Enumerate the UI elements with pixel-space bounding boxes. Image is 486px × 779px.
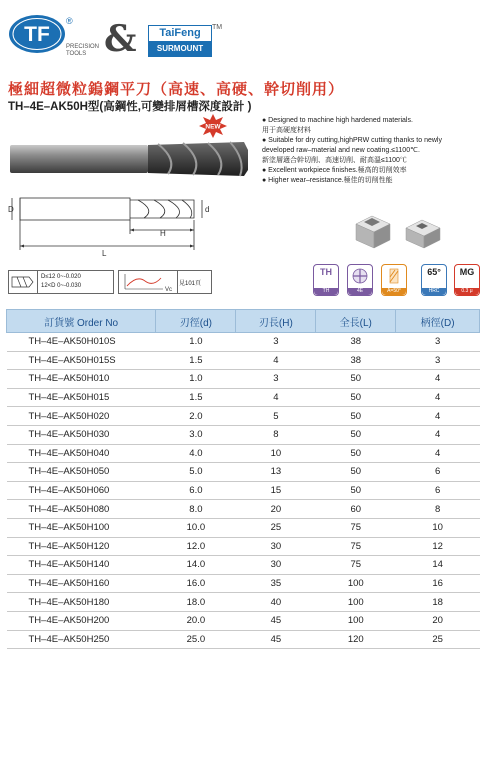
- order-no-cell: TH–4E–AK50H010: [7, 370, 156, 389]
- table-row: [7, 574, 480, 593]
- registered-mark: ®: [66, 16, 73, 26]
- order-no-cell: TH–4E–AK50H015: [7, 388, 156, 407]
- spec-value-cell: 38: [316, 351, 396, 370]
- table-row: [7, 556, 480, 575]
- spec-value-cell: 35: [236, 574, 316, 593]
- order-no-cell: TH–4E–AK50H100: [7, 518, 156, 537]
- slot-milling-icon: [402, 216, 444, 250]
- spec-value-cell: 40: [236, 593, 316, 612]
- spec-value-cell: 3: [236, 370, 316, 389]
- spec-value-cell: 6: [396, 463, 480, 482]
- hrc-spec-icon: 65° HRC: [421, 264, 447, 296]
- spec-value-cell: 3: [236, 333, 316, 352]
- spec-value-cell: 30: [236, 556, 316, 575]
- table-row: [7, 388, 480, 407]
- spec-value-cell: 3: [396, 333, 480, 352]
- spec-value-cell: 8.0: [156, 500, 236, 519]
- spec-value-cell: 13: [236, 463, 316, 482]
- spec-value-cell: 50: [316, 425, 396, 444]
- cutting-speed-reference: [118, 270, 212, 294]
- spec-value-cell: 4: [396, 407, 480, 426]
- order-no-cell: TH–4E–AK50H050: [7, 463, 156, 482]
- spec-value-cell: 8: [236, 425, 316, 444]
- order-no-cell: TH–4E–AK50H010S: [7, 333, 156, 352]
- tolerance-table: [8, 270, 114, 294]
- table-row: [7, 500, 480, 519]
- order-no-cell: TH–4E–AK50H080: [7, 500, 156, 519]
- col-shank-diameter: 柄徑(D): [396, 310, 480, 333]
- spec-value-cell: 1.5: [156, 351, 236, 370]
- spec-value-cell: 12: [396, 537, 480, 556]
- spec-value-cell: 10.0: [156, 518, 236, 537]
- order-no-cell: TH–4E–AK50H020: [7, 407, 156, 426]
- product-title-en: TH–4E–AK50H型(高鋼性,可變排屑槽深度設計 ): [8, 101, 252, 113]
- specification-table: [6, 309, 480, 649]
- spec-value-cell: 100: [316, 574, 396, 593]
- tf-logo: [8, 14, 66, 54]
- spec-value-cell: 30: [236, 537, 316, 556]
- spec-value-cell: 1.0: [156, 370, 236, 389]
- col-cutting-diameter: 刃徑(d): [156, 310, 236, 333]
- spec-value-cell: 15: [236, 481, 316, 500]
- spec-value-cell: 50: [316, 463, 396, 482]
- spec-value-cell: 4.0: [156, 444, 236, 463]
- table-row: [7, 444, 480, 463]
- table-row: [7, 407, 480, 426]
- spec-value-cell: 16.0: [156, 574, 236, 593]
- spec-value-cell: 50: [316, 370, 396, 389]
- spec-value-cell: 45: [236, 630, 316, 649]
- order-no-cell: TH–4E–AK50H030: [7, 425, 156, 444]
- tolerance-icon: [9, 271, 38, 293]
- helix-angle-spec-icon: A=50°: [381, 264, 407, 296]
- order-no-cell: TH–4E–AK50H060: [7, 481, 156, 500]
- tolerance-row: 12<D 0~-0.030: [41, 283, 82, 289]
- spec-value-cell: 38: [316, 333, 396, 352]
- feature-line: developed raw–material and new coating.≤1100℃.: [262, 147, 420, 154]
- cutting-speed-graph-icon: [119, 271, 178, 293]
- spec-value-cell: 5.0: [156, 463, 236, 482]
- four-flute-spec-icon: 4E: [347, 264, 373, 296]
- spec-value-cell: 10: [396, 518, 480, 537]
- spec-value-cell: 100: [316, 593, 396, 612]
- spec-value-cell: 4: [396, 444, 480, 463]
- product-title-cn: 極細超微粒鎢鋼平刀（高速、高硬、幹切削用）: [8, 80, 345, 98]
- spec-value-cell: 4: [396, 425, 480, 444]
- feature-line: ● Higher wear–resistance.極佳的切削性能: [262, 177, 393, 184]
- spec-value-cell: 75: [316, 537, 396, 556]
- table-header-row: [7, 310, 480, 333]
- col-order-no: 訂貨號 Order No: [7, 310, 156, 333]
- spec-value-cell: 20: [396, 611, 480, 630]
- spec-value-cell: 20: [236, 500, 316, 519]
- spec-value-cell: 14: [396, 556, 480, 575]
- taifeng-logo-top: TaiFeng: [149, 26, 211, 41]
- feature-line: 新塗層適合幹切削、高速切削、耐高溫≤1100℃: [262, 157, 407, 164]
- tolerance-row: D≤12 0~-0.020: [41, 274, 81, 280]
- table-row: [7, 425, 480, 444]
- spec-value-cell: 50: [316, 481, 396, 500]
- svg-text:Vc: Vc: [165, 287, 173, 293]
- col-cutting-length: 刃長(H): [236, 310, 316, 333]
- grain-size-spec-icon: MG 0.3 μ: [454, 264, 480, 296]
- spec-value-cell: 4: [396, 388, 480, 407]
- spec-value-cell: 2.0: [156, 407, 236, 426]
- feature-line: ● Suitable for dry cutting,highPRW cutting thanks to newly: [262, 137, 442, 144]
- taifeng-logo: [148, 25, 212, 57]
- order-no-cell: TH–4E–AK50H015S: [7, 351, 156, 370]
- order-no-cell: TH–4E–AK50H200: [7, 611, 156, 630]
- shoulder-milling-icon: [352, 210, 394, 250]
- table-row: [7, 593, 480, 612]
- svg-text:d: d: [205, 205, 210, 214]
- spec-value-cell: 25: [396, 630, 480, 649]
- ampersand: &: [104, 18, 137, 60]
- table-row: [7, 370, 480, 389]
- order-no-cell: TH–4E–AK50H120: [7, 537, 156, 556]
- brand-subtitle: PRECISION TOOLS: [66, 44, 100, 57]
- page-reference: 見101頁: [179, 281, 202, 287]
- col-overall-length: 全長(L): [316, 310, 396, 333]
- spec-value-cell: 4: [236, 388, 316, 407]
- table-row: [7, 537, 480, 556]
- spec-value-cell: 4: [396, 370, 480, 389]
- spec-value-cell: 8: [396, 500, 480, 519]
- spec-value-cell: 75: [316, 518, 396, 537]
- th-spec-icon: TH TH: [313, 264, 339, 296]
- table-row: [7, 630, 480, 649]
- order-no-cell: TH–4E–AK50H140: [7, 556, 156, 575]
- order-no-cell: TH–4E–AK50H180: [7, 593, 156, 612]
- table-row: [7, 611, 480, 630]
- spec-value-cell: 6.0: [156, 481, 236, 500]
- svg-text:D: D: [8, 205, 14, 214]
- spec-value-cell: 18: [396, 593, 480, 612]
- order-no-cell: TH–4E–AK50H040: [7, 444, 156, 463]
- spec-value-cell: 100: [316, 611, 396, 630]
- spec-value-cell: 14.0: [156, 556, 236, 575]
- svg-text:H: H: [160, 229, 166, 238]
- table-row: [7, 518, 480, 537]
- spec-value-cell: 12.0: [156, 537, 236, 556]
- spec-value-cell: 16: [396, 574, 480, 593]
- feature-line: ● Designed to machine high hardened materials.: [262, 117, 413, 124]
- feature-line: 用于高硬度材料: [262, 127, 311, 134]
- spec-value-cell: 6: [396, 481, 480, 500]
- spec-value-cell: 25: [236, 518, 316, 537]
- table-row: [7, 481, 480, 500]
- taifeng-logo-bottom: SURMOUNT: [149, 41, 211, 56]
- feature-list: [262, 116, 484, 186]
- spec-value-cell: 5: [236, 407, 316, 426]
- trademark: TM: [212, 24, 223, 31]
- spec-value-cell: 45: [236, 611, 316, 630]
- spec-value-cell: 25.0: [156, 630, 236, 649]
- spec-value-cell: 3: [396, 351, 480, 370]
- svg-text:NEW: NEW: [205, 123, 221, 131]
- table-row: [7, 351, 480, 370]
- spec-value-cell: 18.0: [156, 593, 236, 612]
- svg-text:L: L: [102, 249, 107, 258]
- end-mill-photo: [8, 130, 258, 190]
- spec-value-cell: 10: [236, 444, 316, 463]
- spec-value-cell: 3.0: [156, 425, 236, 444]
- spec-value-cell: 1.0: [156, 333, 236, 352]
- spec-value-cell: 75: [316, 556, 396, 575]
- spec-value-cell: 20.0: [156, 611, 236, 630]
- table-row: [7, 463, 480, 482]
- svg-text:TF: TF: [24, 23, 50, 46]
- order-no-cell: TH–4E–AK50H250: [7, 630, 156, 649]
- spec-value-cell: 50: [316, 444, 396, 463]
- spec-value-cell: 120: [316, 630, 396, 649]
- spec-value-cell: 60: [316, 500, 396, 519]
- order-no-cell: TH–4E–AK50H160: [7, 574, 156, 593]
- spec-value-cell: 4: [236, 351, 316, 370]
- feature-line: ● Excellent workpiece finishes.極高的切削效率: [262, 167, 407, 174]
- spec-value-cell: 50: [316, 388, 396, 407]
- end-mill-drawing: [6, 190, 216, 262]
- spec-value-cell: 1.5: [156, 388, 236, 407]
- spec-value-cell: 50: [316, 407, 396, 426]
- table-row: [7, 333, 480, 352]
